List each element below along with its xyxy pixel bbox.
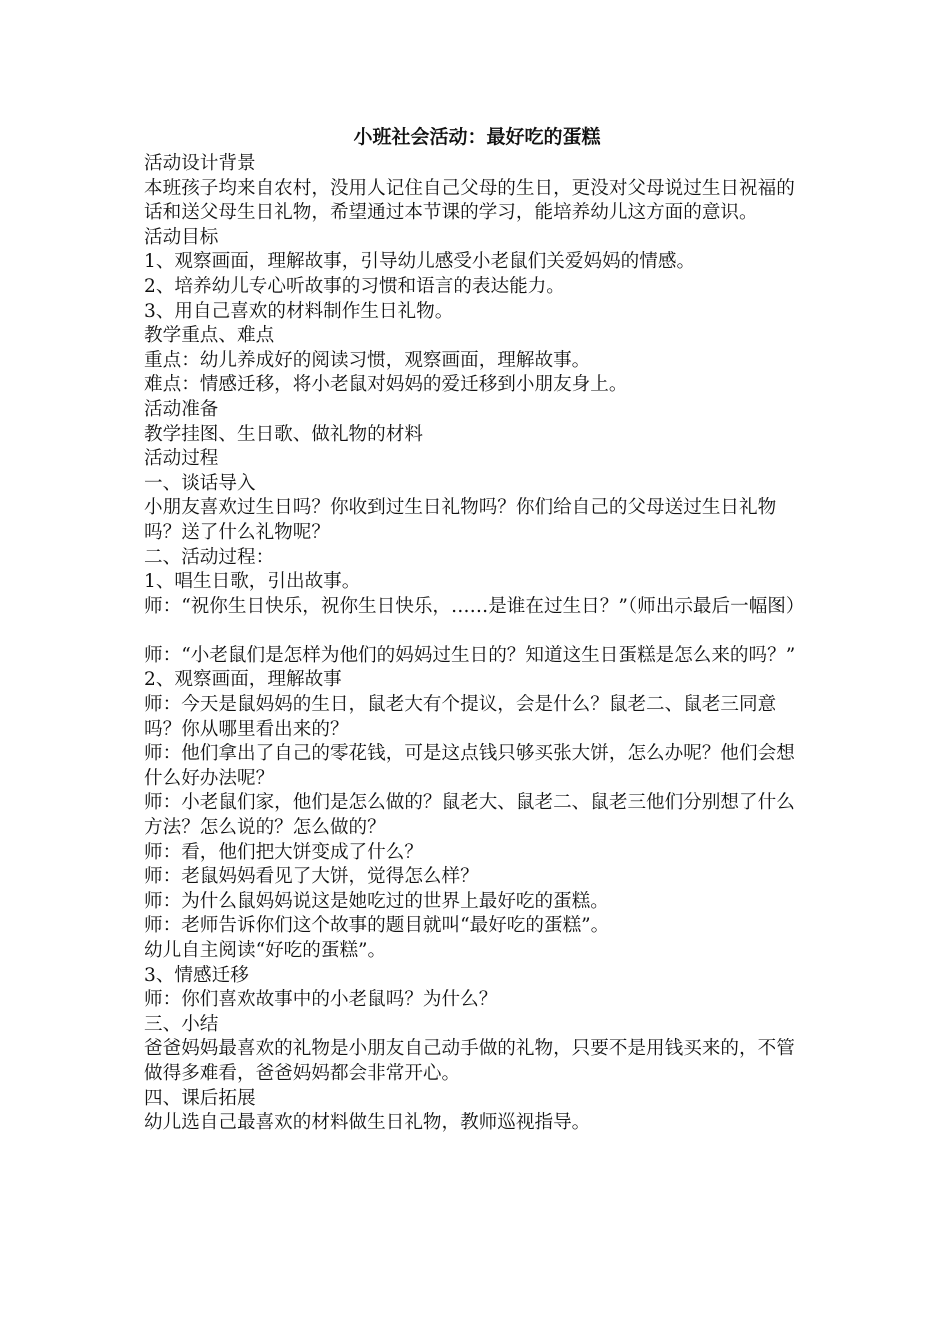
teacher-line-pancake: 师：看，他们把大饼变成了什么？: [144, 841, 423, 863]
step-2-heading: 2、观察画面，理解故事: [144, 669, 342, 691]
teacher-line-question: 师：“小老鼠们是怎样为他们的妈妈过生日的？知道这生日蛋糕是怎么来的吗？”: [144, 644, 796, 666]
section-activity-heading: 二、活动过程：: [144, 546, 275, 568]
heading-process: 活动过程: [144, 448, 219, 470]
teacher-line-birthday: 师：今天是鼠妈妈的生日，鼠老大有个提议，会是什么？鼠老二、鼠老三同意吗？你从哪里看出来的？: [144, 694, 777, 740]
paragraph-background: 本班孩子均来自农村，没用人记住自己父母的生日，更没对父母说过生日祝福的话和送父母生日礼物，希望通过本节课的学习，能培养幼儿这方面的意识。: [144, 177, 795, 224]
teacher-line-money: 师：他们拿出了自己的零花钱，可是这点钱只够买张大饼，怎么办呢？他们会想什么好办法呢？: [144, 743, 795, 789]
heading-key-points: 教学重点、难点: [144, 325, 275, 347]
section-extension-heading: 四、课后拓展: [144, 1087, 256, 1109]
teacher-line-methods: 师：小老鼠们家，他们是怎么做的？鼠老大、鼠老二、鼠老三他们分别想了什么方法？怎么说的？怎么做的？: [144, 792, 795, 839]
step-3-heading: 3、情感迁移: [144, 964, 249, 986]
document-title: 小班社会活动：最好吃的蛋糕: [353, 126, 601, 148]
extension-line: 幼儿选自己最喜欢的材料做生日礼物，教师巡视指导。: [144, 1112, 591, 1134]
goal-item-1: 1、观察画面，理解故事，引导幼儿感受小老鼠们关爱妈妈的情感。: [144, 251, 696, 273]
section-intro-heading: 一、谈话导入: [144, 472, 256, 494]
teacher-line-song: 师：“祝你生日快乐，祝你生日快乐，……是谁在过生日？”（师出示最后一幅图）: [144, 595, 805, 617]
document-page: [144, 122, 810, 1136]
teacher-line-story-title: 师：老师告诉你们这个故事的题目就叫“最好吃的蛋糕”。: [144, 915, 610, 937]
blank-line: [144, 619, 810, 644]
heading-goals: 活动目标: [144, 226, 219, 248]
teacher-line-best-cake: 师：为什么鼠妈妈说这是她吃过的世界上最好吃的蛋糕。: [144, 890, 609, 912]
teacher-line-mother-sees: 师：老鼠妈妈看见了大饼，觉得怎么样？: [144, 866, 479, 888]
preparation-line: 教学挂图、生日歌、做礼物的材料: [144, 423, 423, 445]
key-point-line: 重点：幼儿养成好的阅读习惯，观察画面，理解故事。: [144, 349, 591, 371]
teacher-line-like-mice: 师：你们喜欢故事中的小老鼠吗？为什么？: [144, 989, 498, 1011]
heading-design-background: 活动设计背景: [144, 153, 256, 174]
intro-paragraph: 小朋友喜欢过生日吗？你收到过生日礼物吗？你们给自己的父母送过生日礼物吗？送了什么礼物呢？: [144, 497, 777, 543]
reading-line: 幼儿自主阅读“好吃的蛋糕”。: [144, 940, 387, 961]
heading-preparation: 活动准备: [144, 398, 219, 420]
difficulty-line: 难点：情感迁移，将小老鼠对妈妈的爱迁移到小朋友身上。: [144, 374, 628, 396]
summary-paragraph: 爸爸妈妈最喜欢的礼物是小朋友自己动手做的礼物，只要不是用钱买来的，不管做得多难看，爸爸妈妈都会非常开心。: [144, 1038, 795, 1084]
goal-item-2: 2、培养幼儿专心听故事的习惯和语言的表达能力。: [144, 275, 565, 297]
goal-item-3: 3、用自己喜欢的材料制作生日礼物。: [144, 300, 454, 322]
step-1-heading: 1、唱生日歌，引出故事。: [144, 571, 361, 593]
section-summary-heading: 三、小结: [144, 1013, 219, 1035]
